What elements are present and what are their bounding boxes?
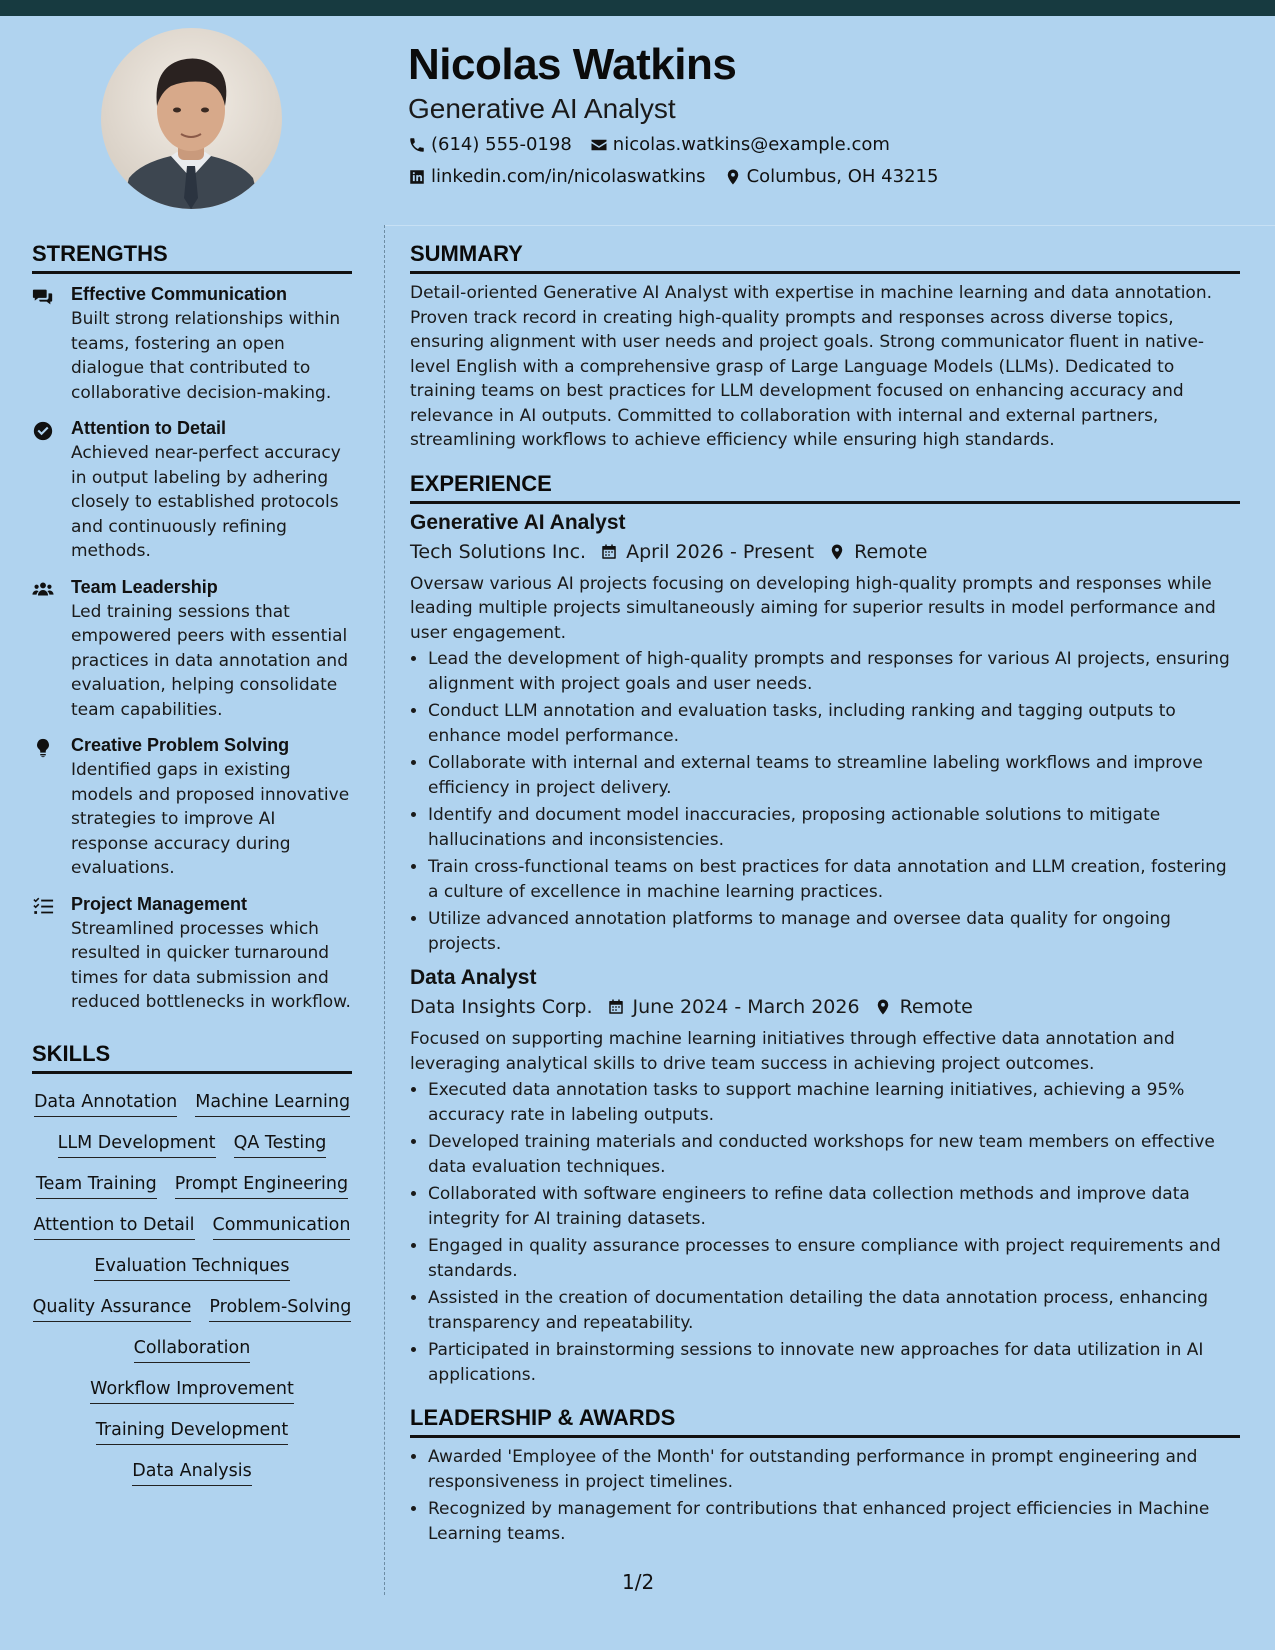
skill-tag: Problem-Solving [209, 1297, 351, 1322]
skill-tag: Prompt Engineering [175, 1174, 348, 1199]
strength-desc: Identified gaps in existing models and proposed innovative strategies to improve AI response accuracy during evaluations. [71, 760, 350, 878]
skill-tag: QA Testing [234, 1133, 327, 1158]
list-item: • Utilize advanced annotation platforms to manage and oversee data quality for ongoing projects. [428, 907, 1240, 956]
strength-title: Team Leadership [71, 576, 218, 597]
strength-item [32, 577, 352, 723]
list-item: • Train cross-functional teams on best practices for data annotation and LLM creation, fostering a culture of excellence in machine learning practices. [428, 855, 1240, 904]
job-description: Focused on supporting machine learning initiatives through effective data annotation and leveraging analytical skills to drive team success in achieving project outcomes. [410, 1029, 1175, 1074]
column-divider [384, 225, 385, 1595]
list-item: • Executed data annotation tasks to support machine learning initiatives, achieving a 95% accuracy rate in labeling outputs. [428, 1078, 1240, 1127]
list-item: • Awarded 'Employee of the Month' for outstanding performance in prompt engineering and responsiveness in project timelines. [428, 1445, 1240, 1494]
strength-desc: Streamlined processes which resulted in quicker turnaround times for data submission and reduced bottlenecks in workflow. [71, 918, 351, 1012]
phone-contact[interactable] [408, 134, 572, 155]
profile-photo [101, 28, 282, 209]
strength-title: Creative Problem Solving [71, 735, 290, 755]
awards-heading: LEADERSHIP & AWARDS [410, 1405, 1240, 1438]
job-entry [410, 511, 1240, 957]
map-marker-icon [874, 998, 892, 1016]
page-number: 1/2 [622, 1570, 655, 1594]
map-marker-icon [724, 168, 742, 186]
list-item: • Recognized by management for contributions that enhanced project efficiencies in Machine Learning teams. [428, 1497, 1240, 1546]
email-contact[interactable] [590, 134, 890, 155]
skill-tag: Team Training [36, 1174, 157, 1199]
list-item: • Developed training materials and conducted workshops for new team members on effective data evaluation techniques. [428, 1130, 1240, 1179]
phone-icon [408, 136, 426, 154]
email-text: nicolas.watkins@example.com [612, 134, 890, 155]
skill-tag: LLM Development [58, 1133, 216, 1158]
check-circle-icon [32, 420, 54, 442]
list-item: • Engaged in quality assurance processes to ensure compliance with project requirements and standards. [428, 1234, 1240, 1283]
job-title: Generative AI Analyst [410, 510, 626, 534]
job-company: Data Insights Corp. [410, 996, 593, 1018]
strength-desc: Achieved near-perfect accuracy in output labeling by adhering closely to established protocols and continuously refining methods. [71, 443, 341, 561]
tasks-icon [32, 896, 54, 918]
skill-tag: Evaluation Techniques [94, 1256, 289, 1281]
calendar-icon [600, 543, 618, 561]
envelope-icon [590, 136, 608, 154]
location-contact [724, 166, 939, 187]
right-column [410, 241, 1240, 1556]
phone-text: (614) 555-0198 [431, 134, 572, 155]
job-bullets [410, 1078, 1240, 1387]
skill-tag: Quality Assurance [33, 1297, 192, 1322]
job-meta [410, 541, 1240, 563]
summary-text: Detail-oriented Generative AI Analyst with expertise in machine learning and data annotation. Proven track record in creating high-quality prompts and responses across diverse topics, ensuring alignment with user needs and project goals. Strong communicator fluent in native-level English with a comprehensive grasp of Large Language Models (LLMs). Dedicated to training teams on best practices for LLM development focused on enhancing accuracy and relevance in AI outputs. Committed to collaboration with internal and external partners, streamlining workflows to achieve efficiency while ensuring high standards. [410, 283, 1213, 450]
experience-heading: EXPERIENCE [410, 471, 1240, 504]
skills-list [32, 1084, 352, 1486]
skill-tag: Collaboration [134, 1338, 251, 1363]
left-column [32, 241, 352, 1486]
map-marker-icon [828, 543, 846, 561]
job-dates: June 2024 - March 2026 [632, 996, 860, 1018]
job-meta [410, 996, 1240, 1018]
job-dates: April 2026 - Present [626, 540, 815, 563]
comments-icon [32, 286, 54, 308]
awards-list [410, 1445, 1240, 1546]
job-description: Oversaw various AI projects focusing on developing high-quality prompts and responses while leading multiple projects simultaneously aiming for superior results in model performance and user engagement. [410, 573, 1216, 643]
list-item: • Conduct LLM annotation and evaluation tasks, including ranking and tagging outputs to enhance model performance. [428, 699, 1240, 748]
location-text: Columbus, OH 43215 [746, 166, 939, 187]
top-bar [0, 0, 1275, 16]
list-item: • Collaborate with internal and external teams to streamline labeling workflows and improve efficiency in project delivery. [428, 751, 1240, 800]
strengths-heading: STRENGTHS [32, 241, 352, 274]
skill-tag: Training Development [96, 1420, 288, 1445]
strength-desc: Built strong relationships within teams, fostering an open dialogue that contributed to collaborative decision-making. [71, 309, 341, 403]
summary-heading: SUMMARY [410, 241, 1240, 274]
skill-tag: Data Analysis [132, 1461, 251, 1486]
strength-item [32, 894, 352, 1015]
job-entry [410, 966, 1240, 1387]
header-separator [384, 225, 1275, 226]
strength-title: Project Management [71, 893, 248, 914]
lightbulb-icon [32, 737, 54, 759]
list-item: • Participated in brainstorming sessions to innovate new approaches for data utilization in AI applications. [428, 1338, 1240, 1387]
list-item: • Lead the development of high-quality prompts and responses for various AI projects, ensuring alignment with project goals and user needs. [428, 647, 1240, 696]
job-title: Data Analyst [410, 966, 537, 989]
contact-row-2 [408, 166, 938, 187]
calendar-icon [607, 998, 625, 1016]
linkedin-contact[interactable] [408, 166, 706, 187]
candidate-name: Nicolas Watkins [408, 40, 737, 89]
job-bullets [410, 647, 1240, 956]
strength-title: Attention to Detail [71, 418, 226, 438]
skill-tag: Machine Learning [195, 1092, 350, 1117]
skill-tag: Workflow Improvement [90, 1379, 294, 1404]
list-item: • Identify and document model inaccuracies, proposing actionable solutions to mitigate hallucinations and inconsistencies. [428, 803, 1240, 852]
linkedin-text: linkedin.com/in/nicolaswatkins [431, 166, 706, 187]
skill-tag: Communication [213, 1215, 351, 1240]
job-location: Remote [854, 540, 928, 563]
skills-heading: SKILLS [32, 1041, 352, 1074]
strength-item [32, 418, 352, 564]
strength-title: Effective Communication [71, 284, 288, 304]
skill-tag: Attention to Detail [34, 1215, 195, 1240]
strength-item [32, 284, 352, 405]
candidate-role: Generative AI Analyst [408, 93, 676, 124]
skill-tag: Data Annotation [34, 1092, 177, 1117]
strength-item [32, 735, 352, 881]
job-company: Tech Solutions Inc. [410, 540, 587, 563]
list-item: • Collaborated with software engineers to refine data collection methods and improve data integrity for AI training datasets. [428, 1182, 1240, 1231]
users-icon [32, 579, 54, 601]
linkedin-icon [408, 168, 426, 186]
job-location: Remote [899, 996, 973, 1018]
strength-desc: Led training sessions that empowered peers with essential practices in data annotation and evaluation, helping consolidate team capabilities. [71, 601, 348, 720]
list-item: • Assisted in the creation of documentation detailing the data annotation process, enhancing transparency and repeatability. [428, 1286, 1240, 1335]
contact-row-1 [408, 134, 890, 155]
